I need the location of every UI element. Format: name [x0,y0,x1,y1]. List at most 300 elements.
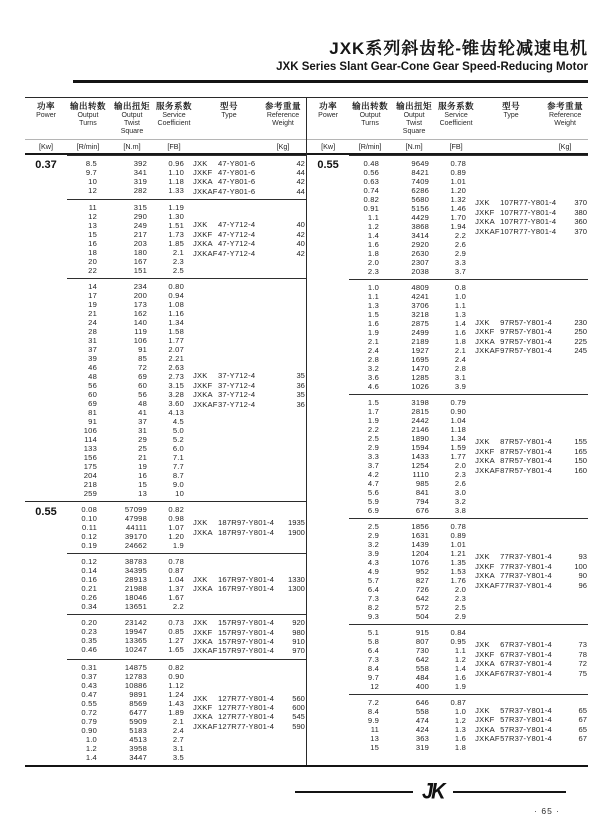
output-torque-cell: 72 [138,363,147,373]
output-turns-cell: 1.1 [367,212,380,222]
model-code: 77R37-Y801-4 [500,571,552,581]
output-turns-cell: 0.26 [81,593,97,603]
output-turns-cell: 1.9 [367,327,380,337]
group-rows [67,505,193,550]
table-header-labels [307,98,588,139]
service-factor-cell: 0.94 [168,291,184,301]
output-turns-cell: 2.2 [367,424,380,434]
service-factor-cell: 0.87 [168,566,184,576]
service-factor-cell: 1.21 [450,548,467,558]
service-factor-cell: 2.4 [454,354,467,364]
service-factor-cell: 1.34 [450,433,467,443]
output-torque-cell: 39170 [124,532,147,542]
model-weight: 75 [578,668,587,678]
power-value: 0.55 [35,506,57,519]
output-turns-cell: 24 [88,318,97,328]
model-weight: 67 [578,734,587,744]
output-torque-cell: 3447 [129,752,147,762]
column-header-service [437,101,475,137]
model-code: 77R37-Y801-4 [500,552,552,562]
power-value: 0.37 [35,158,57,171]
model-name: JXK [193,371,208,381]
table-row [67,381,193,390]
model-name: JXK [193,574,208,584]
model-weight: 225 [574,336,587,346]
column-unit-weight: [Kg] [276,141,290,151]
model-code: 47-Y801-6 [218,168,256,178]
service-factor-cell: 1.3 [454,724,467,734]
output-torque-cell: 200 [133,291,147,301]
power-value [307,694,349,755]
model-weight: 42 [296,229,305,239]
model-code: 87R57-Y801-4 [500,437,552,447]
table-row [349,734,475,743]
table-row [67,327,193,336]
output-turns-cell: 37 [88,345,97,355]
column-label-en-line: Output [403,112,425,119]
model-name: JXKAF [475,226,500,236]
service-factor-cell: 1.1 [454,645,467,655]
model-name: JXKAF [193,248,218,258]
table-row [67,186,193,195]
table-row [67,708,193,717]
table-row [349,204,475,213]
column-header-torque [109,101,155,137]
output-turns-cell: 11 [88,203,97,213]
output-turns-cell: 18 [88,248,97,258]
output-turns-cell: 16 [88,239,97,249]
table-row [67,514,193,523]
model-code: 37-Y712-4 [218,371,256,381]
table-row [67,159,193,168]
output-torque-cell: 5909 [129,716,147,726]
output-turns-cell: 0.56 [363,167,380,177]
power-value [25,278,67,501]
table-row [67,753,193,762]
output-turns-cell: 1.2 [85,743,97,753]
output-torque-cell: 9891 [129,689,147,699]
table-row [349,585,475,594]
column-label-en [547,112,583,128]
service-factor-cell: 1.32 [450,194,467,204]
output-turns-cell: 1.9 [367,415,380,425]
power-value [25,553,67,614]
model-weight: 560 [292,693,305,703]
output-torque-cell: 14875 [124,662,147,672]
table-row [349,416,475,425]
model-weight: 65 [578,724,587,734]
table-row [349,664,475,673]
model-weight: 40 [296,239,305,249]
table-row [67,744,193,753]
output-turns-cell: 0.21 [81,584,97,594]
group-models [193,203,306,275]
model-weight: 250 [574,327,587,337]
table-row [349,425,475,434]
model-code: 77R37-Y801-4 [500,580,552,590]
model-code: 67R37-Y801-4 [500,659,552,669]
model-entry [193,694,305,703]
model-name: JXKF [475,649,495,659]
model-name: JXKF [193,627,213,637]
service-factor-cell: 0.80 [168,282,184,292]
output-torque-cell: 60 [138,381,147,391]
group-rows [67,203,193,275]
service-factor-cell: 3.7 [454,266,467,276]
output-torque-cell: 2499 [411,327,430,337]
column-header-turns [349,101,391,137]
model-code: 187R97-Y801-4 [218,518,275,528]
model-code: 37-Y712-4 [218,399,256,409]
column-label-en-line: Weight [554,120,576,128]
output-turns-cell: 56 [88,381,97,391]
table-row [349,655,475,664]
spec-group [307,624,588,694]
table-row [349,346,475,355]
table-header-labels [25,98,306,139]
output-torque-cell: 13 [138,489,147,499]
output-torque-cell: 794 [415,496,430,506]
service-factor-cell: 2.6 [454,478,467,488]
output-turns-cell: 2.3 [367,266,380,276]
model-name: JXKF [193,168,213,178]
service-factor-cell: 1.9 [454,681,467,691]
output-torque-cell: 56 [138,390,147,400]
table-row [349,522,475,531]
column-unit-turns: [R/min] [76,141,100,151]
table-row [67,177,193,186]
model-entry [193,187,305,196]
spec-group [307,155,588,279]
output-turns-cell: 0.79 [81,716,97,726]
output-torque-cell: 38783 [124,557,147,567]
model-code: 67R37-Y801-4 [500,668,552,678]
power-value [25,199,67,278]
power-value [307,394,349,518]
model-code: 57R37-Y801-4 [500,705,552,715]
output-turns-cell: 0.46 [81,645,97,655]
output-turns-cell: 3.9 [367,548,380,558]
table-row [67,672,193,681]
spec-group [25,501,306,553]
service-factor-cell: 1.19 [168,203,184,213]
output-torque-cell: 106 [133,336,147,346]
model-weight: 72 [578,659,587,669]
table-row [67,230,193,239]
table-row [67,221,193,230]
group-models [193,663,306,762]
model-name: JXKAF [475,668,500,678]
output-turns-cell: 46 [88,363,97,373]
model-weight: 590 [292,721,305,731]
table-row [349,398,475,407]
output-torque-cell: 57099 [124,505,147,515]
model-name: JXKF [193,702,213,712]
doc-footer [25,779,588,816]
output-torque-cell: 400 [415,681,430,691]
group-body [349,518,588,624]
column-header-type [475,101,547,137]
output-torque-cell: 25 [138,444,147,454]
column-label-en-line: Turns [79,120,97,128]
model-weight: 93 [578,552,587,562]
table-row [349,222,475,231]
table-row [349,443,475,452]
model-name: JXKF [475,446,495,456]
service-factor-cell: 0.82 [168,505,184,515]
output-torque-cell: 119 [134,327,147,337]
model-code: 157R97-Y801-4 [218,618,275,628]
service-factor-cell: 2.1 [172,716,184,726]
output-turns-cell: 0.37 [81,671,97,681]
output-turns-cell: 1.0 [367,282,380,292]
model-entry [193,239,305,248]
output-torque-cell: 151 [133,266,147,276]
output-turns-cell: 4.9 [367,566,380,576]
model-weight: 36 [296,399,305,409]
column-label-en-line: Reference [266,112,300,119]
output-turns-cell: 21 [88,309,97,319]
model-code: 57R37-Y801-4 [500,734,552,744]
table-row [67,399,193,408]
table-row [349,576,475,585]
output-torque-cell: 5183 [129,725,147,735]
table-row [67,239,193,248]
model-entry [475,552,587,561]
service-factor-cell: 0.78 [168,557,184,567]
output-torque-cell: 162 [133,309,147,319]
model-entry [193,220,305,229]
output-torque-cell: 1470 [411,363,430,373]
column-header-weight [265,101,301,137]
output-turns-cell: 0.90 [81,725,97,735]
column-label-zh: 输出扭矩 [113,101,150,111]
service-factor-cell: 2.0 [454,460,467,470]
service-factor-cell: 2.8 [454,363,467,373]
table-row [349,506,475,515]
table-row [67,532,193,541]
output-turns-cell: 0.10 [81,514,97,524]
output-turns-cell: 5.1 [367,627,380,637]
output-turns-cell: 5.6 [367,487,380,497]
model-entry [193,618,305,627]
output-turns-cell: 9.7 [85,167,97,177]
output-torque-cell: 10886 [124,680,147,690]
group-body [349,394,588,518]
group-body [349,694,588,755]
output-torque-cell: 2920 [411,239,430,249]
model-name: JXKF [475,561,495,571]
output-torque-cell: 6286 [411,185,430,195]
output-turns-cell: 12 [370,681,380,691]
service-factor-cell: 0.78 [450,158,467,168]
output-turns-cell: 156 [83,453,97,463]
column-label-en-line: Twist [406,120,423,128]
output-turns-cell: 7.3 [367,593,380,603]
output-torque-cell: 642 [415,593,430,603]
model-name: JXKAF [475,734,500,744]
service-factor-cell: 2.5 [454,602,467,612]
table-row [67,345,193,354]
group-rows [349,628,475,691]
footer-rule [295,779,566,804]
model-entry [475,456,587,465]
model-code: 107R77-Y801-4 [500,226,557,236]
model-weight: 67 [578,715,587,725]
output-torque-cell: 1204 [411,548,430,558]
output-turns-cell: 2.4 [367,345,380,355]
table-row [67,462,193,471]
table-row [349,637,475,646]
output-torque-cell: 4809 [411,282,430,292]
table-row [67,505,193,514]
column-label-zh: 功率 [319,101,338,111]
output-turns-cell: 259 [83,489,97,499]
brand-logo: JK [422,779,444,804]
output-torque-cell: 319 [415,742,430,752]
output-turns-cell: 6.4 [367,584,380,594]
output-turns-cell: 9.7 [367,672,380,682]
model-weight: 42 [296,248,305,258]
service-factor-cell: 0.82 [168,662,184,672]
column-header-type [193,101,265,137]
table-row [67,408,193,417]
output-turns-cell: 1.6 [367,318,380,328]
model-name: JXKAF [193,399,218,409]
group-body [67,155,306,200]
spec-group [25,659,306,765]
output-torque-cell: 19 [138,462,147,472]
service-factor-cell: 1.65 [168,645,184,655]
output-torque-cell: 7409 [411,176,430,186]
column-unit-power: [Kw] [39,141,53,151]
output-torque-cell: 16 [138,471,147,481]
model-entry [193,722,305,731]
output-torque-cell: 1856 [411,521,430,531]
model-name: JXKA [193,177,213,187]
column-label-en-line: Service [444,112,468,119]
power-value [307,518,349,624]
output-torque-cell: 8569 [129,698,147,708]
model-name: JXKA [193,584,213,594]
spec-group [25,155,306,200]
table-row [349,725,475,734]
service-factor-cell: 1.77 [450,451,467,461]
service-factor-cell: 1.0 [454,706,467,716]
model-code: 47-Y712-4 [218,229,256,239]
group-body [67,502,306,553]
table-row [67,426,193,435]
output-torque-cell: 6477 [129,707,147,717]
table-row [67,557,193,566]
output-turns-cell: 15 [370,742,380,752]
model-code: 157R97-Y801-4 [218,627,275,637]
output-turns-cell: 8.2 [367,602,380,612]
table-right-half [307,98,588,765]
service-factor-cell: 1.6 [454,327,467,337]
model-code: 167R97-Y801-4 [218,584,275,594]
group-models [475,398,588,515]
service-factor-cell: 0.8 [454,282,467,292]
service-factor-cell: 1.94 [450,221,467,231]
footer-rule-left [295,791,413,794]
table-row [349,594,475,603]
service-factor-cell: 2.4 [172,725,184,735]
group-body [67,659,306,765]
output-turns-cell: 0.91 [363,203,380,213]
group-models [193,505,306,550]
model-weight: 370 [574,226,587,236]
service-factor-cell: 1.4 [454,663,467,673]
service-factor-cell: 1.89 [168,707,184,717]
output-turns-cell: 7.3 [367,654,380,664]
output-torque-cell: 572 [415,602,430,612]
model-weight: 96 [578,580,587,590]
spec-group [307,518,588,624]
output-torque-cell: 18046 [124,593,147,603]
service-factor-cell: 1.9 [172,541,184,551]
output-turns-cell: 91 [88,417,97,427]
table-row [349,258,475,267]
service-factor-cell: 3.60 [168,399,184,409]
model-entry [475,327,587,336]
table-row [349,497,475,506]
column-unit-type [475,142,547,151]
service-factor-cell: 1.59 [450,442,467,452]
service-factor-cell: 2.2 [454,230,467,240]
service-factor-cell: 1.20 [450,185,467,195]
column-label-zh: 型号 [219,101,238,111]
table-row [67,690,193,699]
service-factor-cell: 1.73 [168,230,184,240]
spec-group [307,279,588,394]
service-factor-cell: 1.4 [454,318,467,328]
output-turns-cell: 5.9 [367,496,380,506]
output-turns-cell: 0.74 [363,185,380,195]
output-turns-cell: 2.0 [367,257,380,267]
output-turns-cell: 4.3 [367,557,380,567]
table-row [349,177,475,186]
service-factor-cell: 4.5 [172,417,184,427]
output-torque-cell: 363 [415,733,430,743]
power-value: 0.55 [317,158,339,171]
output-torque-cell: 8421 [411,167,430,177]
output-torque-cell: 13651 [124,602,147,612]
output-turns-cell: 12 [88,185,97,195]
column-header-service [155,101,193,137]
output-torque-cell: 642 [415,654,430,664]
output-torque-cell: 2146 [411,424,430,434]
column-label-zh: 服务系数 [155,101,192,111]
spec-group [25,614,306,659]
service-factor-cell: 1.6 [454,672,467,682]
service-factor-cell: 2.2 [172,602,184,612]
table-row [349,698,475,707]
service-factor-cell: 1.58 [168,327,184,337]
output-torque-cell: 21988 [124,584,147,594]
output-turns-cell: 0.55 [81,698,97,708]
column-unit-service: [FB] [449,141,463,151]
model-code: 47-Y801-6 [218,186,256,196]
table-row [349,283,475,292]
column-label-zh: 功率 [36,101,55,111]
table-row [349,195,475,204]
model-code: 87R57-Y801-4 [500,456,552,466]
service-factor-cell: 0.90 [168,671,184,681]
column-label-en-line: Output [121,112,143,119]
output-torque-cell: 2875 [411,318,430,328]
model-entry [475,217,587,226]
